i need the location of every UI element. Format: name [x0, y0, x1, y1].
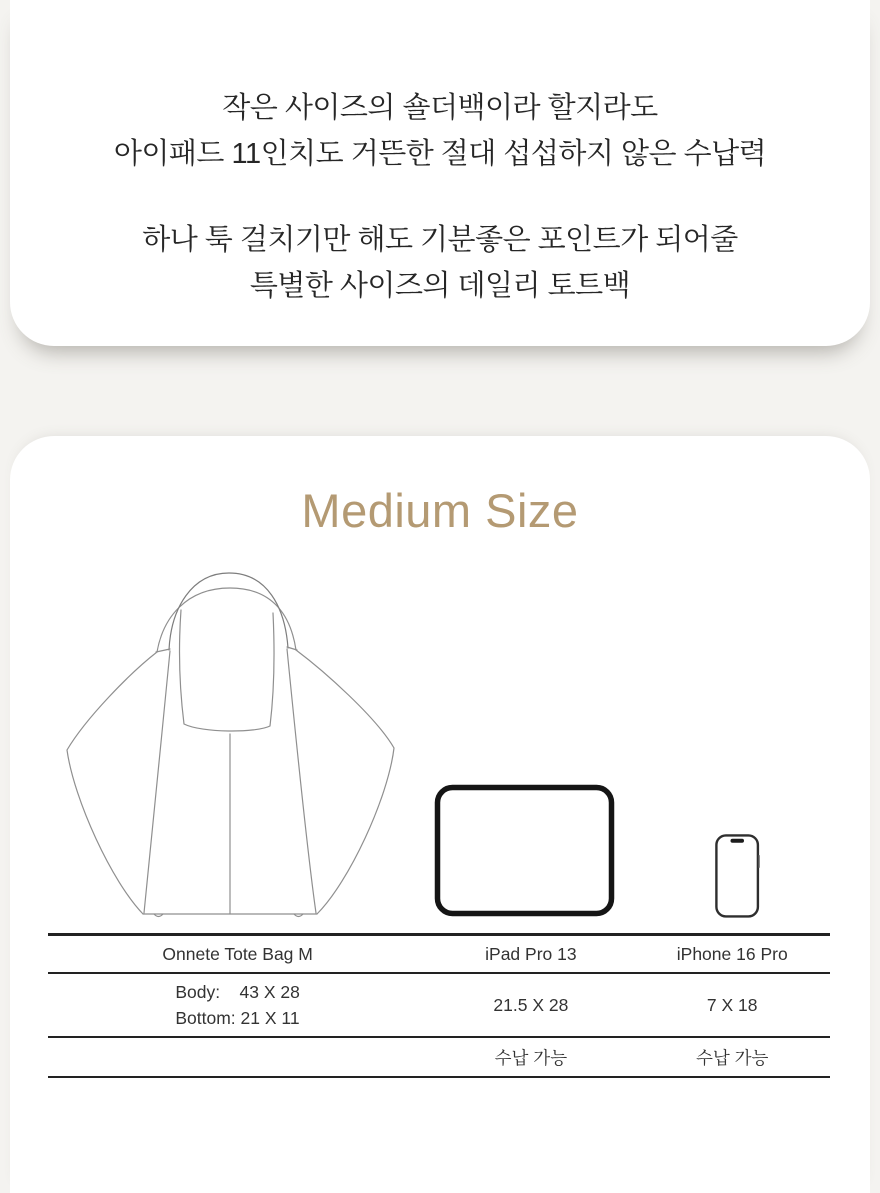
table-header-row	[48, 936, 830, 974]
bag-body-dimension: Body: 43 X 28	[175, 982, 300, 1002]
intro-card	[10, 0, 870, 346]
ipad-storage-label: 수납 가능	[494, 1047, 568, 1068]
tote-bag-illustration	[40, 560, 420, 940]
iphone-illustration	[715, 834, 760, 918]
table-storage-row	[48, 1038, 830, 1078]
bag-bottom-dimension: Bottom: 21 X 11	[175, 1008, 300, 1028]
table-measurements-row	[48, 974, 830, 1038]
ipad-dimension: 21.5 X 28	[493, 994, 569, 1015]
intro-p1-line1: 작은 사이즈의 숄더백이라 할지라도	[222, 92, 658, 124]
iphone-dynamic-island	[731, 839, 745, 843]
bag-dimensions	[175, 979, 300, 1031]
intro-p2-line2: 특별한 사이즈의 데일리 토트백	[249, 270, 631, 302]
header-bag: Onnete Tote Bag M	[162, 943, 313, 964]
header-iphone: iPhone 16 Pro	[676, 943, 788, 964]
header-ipad: iPad Pro 13	[485, 943, 577, 964]
iphone-dimension: 7 X 18	[706, 994, 758, 1015]
size-comparison-table	[48, 933, 830, 1078]
bag-dimensions-cell	[48, 979, 427, 1031]
size-card	[10, 436, 870, 1193]
iphone-side-button	[758, 855, 760, 868]
intro-p2-line1: 하나 툭 걸치기만 해도 기분좋은 포인트가 되어줄	[142, 224, 738, 256]
intro-paragraph-1	[10, 0, 870, 177]
ipad-illustration	[434, 784, 615, 917]
intro-p1-line2: 아이패드 11인치도 거뜬한 절대 섭섭하지 않은 수납력	[113, 138, 767, 170]
iphone-storage-label: 수납 가능	[695, 1047, 769, 1068]
intro-paragraph-2	[10, 177, 870, 309]
size-section-title: Medium Size	[301, 484, 579, 537]
